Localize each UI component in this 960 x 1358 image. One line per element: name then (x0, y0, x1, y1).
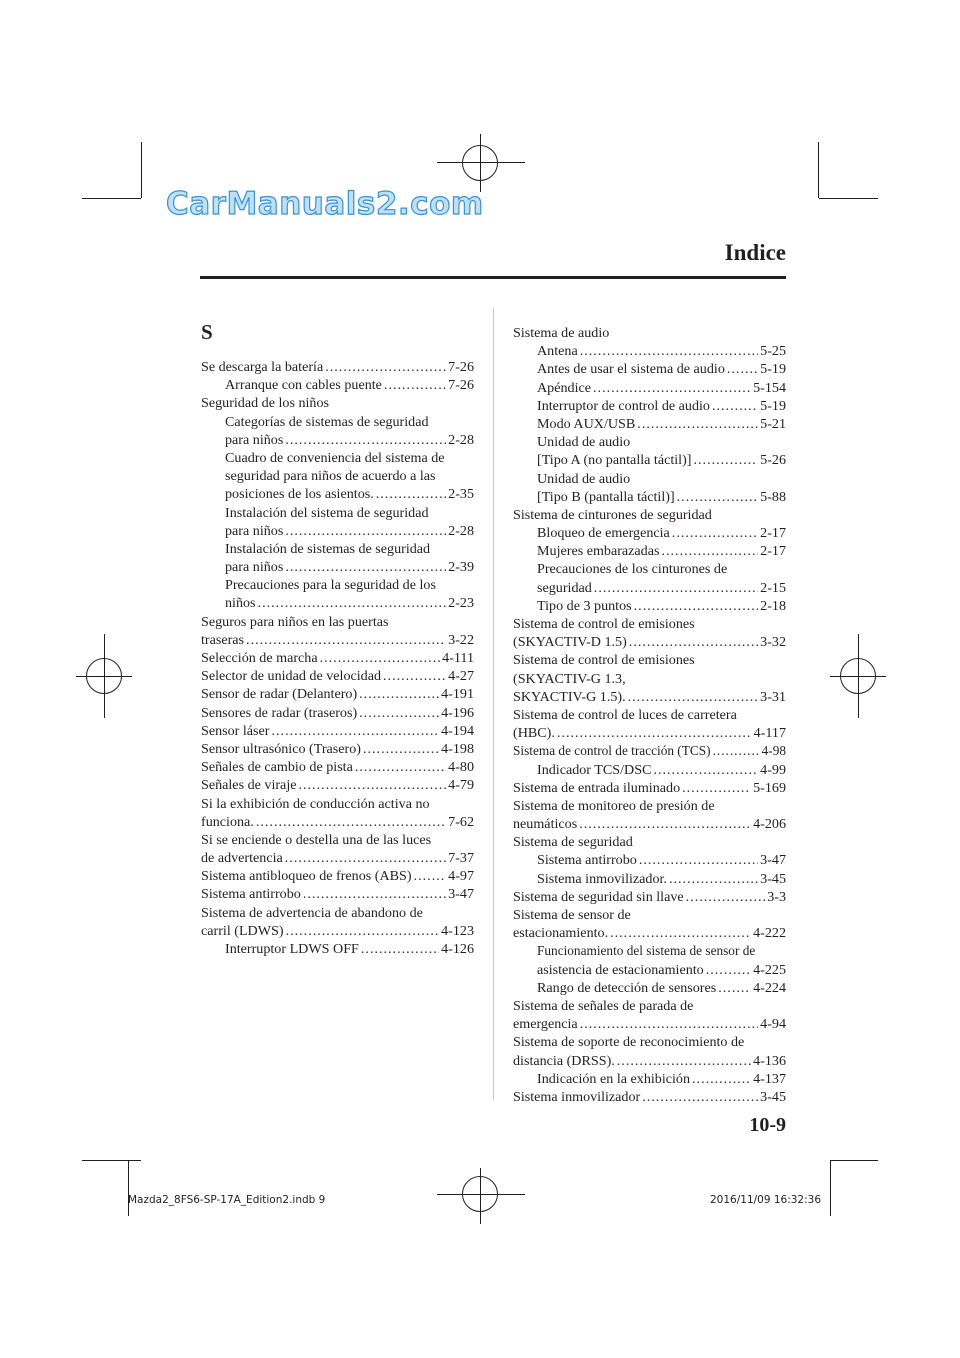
index-entry (513, 542, 786, 560)
index-entry (201, 831, 474, 849)
index-entry (513, 415, 786, 433)
index-entry-page[interactable]: 2-28 (448, 431, 474, 448)
index-entry (513, 906, 786, 924)
index-entry-text: Unidad de audio (537, 470, 631, 487)
index-entry (513, 470, 786, 488)
index-entry (513, 997, 786, 1015)
index-entry (513, 342, 786, 360)
leader-dots (628, 688, 759, 706)
index-entry-text: seguridad para niños de acuerdo a las (225, 468, 436, 485)
index-entry-text: Antena (537, 343, 578, 360)
leader-dots (285, 431, 446, 449)
leader-dots (634, 597, 759, 615)
index-entry-page[interactable]: 2-23 (448, 595, 474, 612)
index-entry (201, 394, 474, 412)
index-entry-page[interactable]: 7-26 (448, 359, 474, 375)
index-entry (513, 670, 786, 688)
index-entry-page[interactable]: 4-99 (760, 761, 786, 778)
leader-dots (727, 360, 758, 378)
index-entry (513, 615, 786, 633)
index-entry-page[interactable]: 4-117 (753, 725, 786, 742)
index-entry-text: posiciones de los asientos. (225, 486, 374, 503)
index-entry-page[interactable]: 4-123 (441, 922, 474, 939)
leader-dots (303, 885, 446, 903)
index-entry-text: Se descarga la batería (201, 359, 324, 375)
leader-dots (325, 358, 446, 376)
index-entry (201, 594, 474, 612)
index-entry-page[interactable]: 4-137 (753, 1070, 786, 1087)
index-entry-text: (HBC). (513, 725, 555, 742)
index-entry-page[interactable]: 5-26 (760, 452, 786, 469)
index-entry-text: Sistema antirrobo (201, 886, 301, 903)
index-entry-text: Sistema de sensor de (513, 907, 631, 923)
index-entry-text: Sensor de radar (Delantero) (201, 686, 358, 703)
index-entry (201, 376, 474, 394)
index-entry (513, 524, 786, 542)
index-entry (201, 776, 474, 794)
index-entry (201, 613, 474, 631)
index-entry-page[interactable]: 5-21 (760, 415, 786, 432)
index-entry-page[interactable]: 2-18 (760, 597, 786, 614)
index-entry (513, 633, 786, 651)
leader-dots (363, 740, 439, 758)
leader-dots (677, 488, 759, 506)
watermark-logo: CarManuals2.com (166, 186, 484, 222)
leader-dots (285, 849, 446, 867)
index-entry-text: Si se enciende o destella una de las luces (201, 831, 432, 848)
index-entry-page[interactable]: 4-198 (441, 740, 474, 757)
index-entry-text: estacionamiento. (513, 925, 609, 942)
index-entry-text: [Tipo A (no pantalla táctil)] (537, 452, 692, 469)
index-entry (201, 813, 474, 831)
leader-dots (272, 722, 440, 740)
index-entry (513, 433, 786, 451)
page-title: Indice (724, 240, 786, 265)
index-entry-page[interactable]: 3-3 (767, 888, 786, 905)
footer-file-info: Mazda2_8FS6-SP-17A_Edition2.indb 9 (128, 1194, 326, 1206)
index-entry-text: Sistema de cinturones de seguridad (513, 506, 712, 523)
index-entry-page[interactable]: 2-15 (760, 579, 786, 596)
index-entry-page[interactable]: 7-37 (448, 850, 474, 867)
index-entry-text: Indicación en la exhibición (537, 1070, 691, 1087)
index-entry-text: asistencia de estacionamiento (537, 961, 704, 978)
leader-dots (637, 415, 758, 433)
index-entry-page[interactable]: 7-62 (448, 813, 474, 830)
index-entry (201, 685, 474, 703)
index-entry (201, 485, 474, 503)
leader-dots (258, 594, 447, 612)
leader-dots (320, 649, 441, 667)
index-entry-page[interactable]: 5-25 (760, 343, 786, 360)
index-entry-text: Selección de marcha (201, 650, 318, 666)
index-entry (201, 758, 474, 776)
index-entry-page[interactable]: 4-126 (441, 941, 474, 957)
leader-dots (713, 742, 760, 760)
leader-dots (359, 685, 439, 703)
index-entry-page[interactable]: 4-206 (753, 816, 786, 833)
index-entry-text: para niños (225, 431, 284, 448)
index-entry-page[interactable]: 2-17 (760, 543, 786, 560)
index-entry-text: Seguros para niños en las puertas (201, 613, 389, 630)
index-entry-page[interactable]: 5-19 (760, 361, 786, 378)
index-entry (513, 815, 786, 833)
index-entry (513, 979, 786, 997)
leader-dots (617, 1052, 751, 1070)
index-entry-page[interactable]: 4-222 (753, 925, 786, 942)
title-divider (200, 276, 786, 279)
index-entry (201, 795, 474, 813)
index-entry (513, 888, 786, 906)
index-entry (201, 576, 474, 594)
index-entry (201, 740, 474, 758)
index-entry (201, 940, 474, 958)
index-entry (513, 742, 786, 760)
index-entry-text: Sensor ultrasónico (Trasero) (201, 740, 361, 757)
index-entry-text: Sistema de control de emisiones (513, 652, 695, 669)
index-entry-text: Arranque con cables puente (225, 377, 382, 394)
index-entry-text: Mujeres embarazadas (537, 543, 660, 560)
index-entry (201, 667, 474, 685)
index-entry-text: Precauciones de los cinturones de (537, 561, 728, 578)
index-entry-text: [Tipo B (pantalla táctil)] (537, 488, 675, 505)
leader-dots (286, 922, 440, 940)
index-entry-text: para niños (225, 522, 284, 539)
index-entry-text: SKYACTIV-G 1.5). (513, 688, 626, 705)
index-entry-text: distancia (DRSS). (513, 1052, 615, 1069)
leader-dots (712, 397, 758, 415)
index-entry-text: Sistema inmovilizador (513, 1088, 641, 1105)
index-entry (201, 358, 474, 376)
index-entry-text: Sistema de señales de parada de (513, 997, 694, 1014)
leader-dots (580, 342, 758, 360)
leader-dots (285, 558, 446, 576)
index-entry-page[interactable]: 4-136 (753, 1052, 786, 1069)
index-entry (201, 540, 474, 558)
leader-dots (383, 667, 446, 685)
index-entry-text: Señales de cambio de pista (201, 759, 353, 776)
index-entry-text: Interruptor de control de audio (537, 397, 710, 414)
index-entry (513, 851, 786, 869)
leader-dots (594, 579, 758, 597)
footer-timestamp: 2016/11/09 16:32:36 (710, 1194, 822, 1206)
index-entry-text: Modo AUX/USB (537, 415, 636, 432)
index-entry-text: Si la exhibición de conducción activa no (201, 795, 430, 812)
index-entry (513, 1015, 786, 1033)
section-letter: S (201, 320, 213, 344)
index-entry (513, 706, 786, 724)
index-entry-page[interactable]: 3-22 (448, 631, 474, 648)
leader-dots (557, 724, 752, 742)
index-entry-page[interactable]: 5-169 (753, 779, 786, 796)
index-entry-text: Sistema de control de emisiones (513, 616, 695, 632)
index-entry-text: Unidad de audio (537, 434, 631, 451)
index-entry-text: Funcionamiento del sistema de sensor de (537, 943, 756, 959)
index-entry-page[interactable]: 3-47 (760, 852, 786, 869)
leader-dots (246, 631, 446, 649)
index-entry-page[interactable]: 2-35 (448, 486, 474, 503)
index-entry-text: (SKYACTIV-G 1.3, (513, 670, 626, 687)
index-entry (513, 1052, 786, 1070)
index-entry-text: de advertencia (201, 850, 283, 867)
index-entry (201, 413, 474, 431)
index-entry (513, 360, 786, 378)
index-entry-text: Instalación del sistema de seguridad (225, 504, 429, 521)
index-entry-text: para niños (225, 559, 284, 576)
index-entry-text: Sistema de audio (513, 325, 610, 341)
index-entry-text: Sistema de control de tracción (TCS) (513, 743, 711, 759)
index-entry (513, 1033, 786, 1051)
index-entry-text: Sistema de entrada iluminado (513, 779, 681, 796)
index-entry-page[interactable]: 4-80 (448, 759, 474, 776)
index-entry-text: funciona. (201, 813, 254, 830)
index-entry (201, 649, 474, 667)
leader-dots (361, 940, 439, 958)
leader-dots (639, 851, 758, 869)
index-entry-text: neumáticos (513, 816, 578, 833)
leader-dots (285, 522, 446, 540)
leader-dots (642, 1088, 758, 1106)
index-entry-text: Sistema antirrobo (537, 852, 637, 869)
leader-dots (653, 761, 758, 779)
index-entry (513, 688, 786, 706)
index-entry-text: Sensores de radar (traseros) (201, 704, 358, 721)
leader-dots (355, 758, 446, 776)
index-entry-page[interactable]: 4-196 (441, 704, 474, 721)
index-entry-page[interactable]: 4-194 (441, 722, 474, 739)
index-entry-page[interactable]: 4-79 (448, 777, 474, 794)
index-entry-page[interactable]: 3-32 (760, 634, 786, 651)
leader-dots (580, 1015, 758, 1033)
leader-dots (376, 485, 446, 503)
index-entry-text: Rango de detección de sensores (537, 979, 717, 996)
leader-dots (672, 524, 758, 542)
leader-dots (298, 776, 446, 794)
index-entry (201, 449, 474, 467)
leader-dots (718, 979, 751, 997)
index-entry-page[interactable]: 4-191 (441, 686, 474, 703)
index-entry-page[interactable]: 4-27 (448, 668, 474, 685)
index-entry-text: Sistema de soporte de reconocimiento de (513, 1034, 745, 1051)
index-entry (513, 506, 786, 524)
index-entry-text: Antes de usar el sistema de audio (537, 361, 725, 378)
index-entry (201, 704, 474, 722)
index-entry-page[interactable]: 3-31 (760, 688, 786, 705)
index-entry-text: Categorías de sistemas de seguridad (225, 413, 429, 430)
page-number: 10-9 (749, 1114, 786, 1136)
index-entry (201, 522, 474, 540)
index-entry-page[interactable]: 4-94 (760, 1016, 786, 1033)
index-entry (201, 867, 474, 885)
leader-dots (256, 813, 446, 831)
index-entry-page[interactable]: 5-154 (753, 379, 786, 396)
index-entry (513, 451, 786, 469)
index-entry-page[interactable]: 4-98 (761, 743, 786, 759)
index-entry-text: (SKYACTIV-D 1.5) (513, 634, 627, 651)
index-entry-text: Selector de unidad de velocidad (201, 668, 382, 685)
leader-dots (593, 379, 751, 397)
index-entry (513, 379, 786, 397)
index-entry (201, 431, 474, 449)
index-entry (513, 761, 786, 779)
index-entry (513, 797, 786, 815)
index-entry-text: Sistema de seguridad sin llave (513, 888, 684, 905)
leader-dots (706, 961, 751, 979)
index-entry-text: traseras (201, 631, 245, 648)
leader-dots (384, 376, 446, 394)
index-entry-text: Sistema antibloqueo de frenos (ABS) (201, 868, 412, 885)
index-entry-page[interactable]: 4-225 (753, 961, 786, 978)
index-entry-text: Apéndice (537, 379, 592, 396)
index-entry-text: Tipo de 3 puntos (537, 597, 632, 614)
index-column-left (201, 358, 474, 958)
index-entry-text: Indicador TCS/DSC (537, 761, 652, 778)
index-entry-text: Instalación de sistemas de seguridad (225, 540, 431, 557)
index-entry (201, 922, 474, 940)
index-entry (513, 779, 786, 797)
leader-dots (694, 451, 759, 469)
index-entry (513, 651, 786, 669)
index-entry (513, 942, 786, 960)
index-entry (513, 833, 786, 851)
index-entry (201, 904, 474, 922)
index-entry (201, 631, 474, 649)
index-entry (513, 397, 786, 415)
index-entry-page[interactable]: 7-26 (448, 377, 474, 394)
index-entry (201, 467, 474, 485)
index-entry (513, 924, 786, 942)
index-entry (201, 849, 474, 867)
index-entry-text: carril (LDWS) (201, 922, 284, 939)
leader-dots (359, 704, 439, 722)
index-entry-page[interactable]: 4-111 (442, 650, 474, 666)
index-entry (513, 961, 786, 979)
index-entry-text: Precauciones para la seguridad de los (225, 577, 436, 594)
index-entry (201, 722, 474, 740)
index-entry-text: Sistema de seguridad (513, 834, 633, 851)
index-entry (513, 1088, 786, 1106)
index-entry (513, 724, 786, 742)
leader-dots (414, 867, 447, 885)
index-entry (201, 558, 474, 576)
index-entry (513, 597, 786, 615)
index-entry-text: Cuadro de conveniencia del sistema de (225, 449, 445, 466)
index-entry-text: Sistema de monitoreo de presión de (513, 797, 715, 814)
index-entry (201, 504, 474, 522)
leader-dots (692, 1070, 751, 1088)
index-entry (513, 488, 786, 506)
index-entry-page[interactable]: 5-19 (760, 397, 786, 414)
index-entry (513, 579, 786, 597)
index-entry (513, 1070, 786, 1088)
leader-dots (610, 924, 751, 942)
index-column-right (513, 324, 786, 1106)
index-entry-page[interactable]: 4-97 (448, 868, 474, 885)
index-entry-text: Sistema inmovilizador. (537, 870, 667, 887)
index-entry-page[interactable]: 5-88 (760, 488, 786, 505)
index-entry-page[interactable]: 2-17 (760, 525, 786, 542)
index-entry-text: Bloqueo de emergencia (537, 525, 670, 542)
index-entry-text: Sistema de control de luces de carretera (513, 706, 737, 723)
index-entry-text: Seguridad de los niños (201, 395, 330, 412)
leader-dots (682, 779, 751, 797)
index-entry-text: Sensor láser (201, 722, 270, 739)
leader-dots (686, 888, 766, 906)
index-entry-text: Señales de viraje (201, 777, 297, 794)
index-entry-text: niños (225, 595, 256, 612)
leader-dots (629, 633, 758, 651)
index-entry-text: Interruptor LDWS OFF (225, 941, 359, 957)
leader-dots (669, 870, 758, 888)
index-entry-page[interactable]: 3-47 (448, 886, 474, 903)
index-entry-page[interactable]: 2-28 (448, 522, 474, 539)
index-entry-page[interactable]: 4-224 (753, 979, 786, 996)
index-entry-page[interactable]: 3-45 (760, 870, 786, 887)
index-entry-text: seguridad (537, 579, 592, 596)
index-entry-text: emergencia (513, 1016, 578, 1033)
column-divider (493, 308, 494, 1100)
leader-dots (579, 815, 751, 833)
index-entry (201, 885, 474, 903)
index-entry (513, 870, 786, 888)
index-entry (513, 324, 786, 342)
index-entry-text: Sistema de advertencia de abandono de (201, 904, 423, 921)
index-entry-page[interactable]: 2-39 (448, 559, 474, 576)
index-entry (513, 560, 786, 578)
leader-dots (661, 542, 758, 560)
index-entry-page[interactable]: 3-45 (760, 1088, 786, 1105)
